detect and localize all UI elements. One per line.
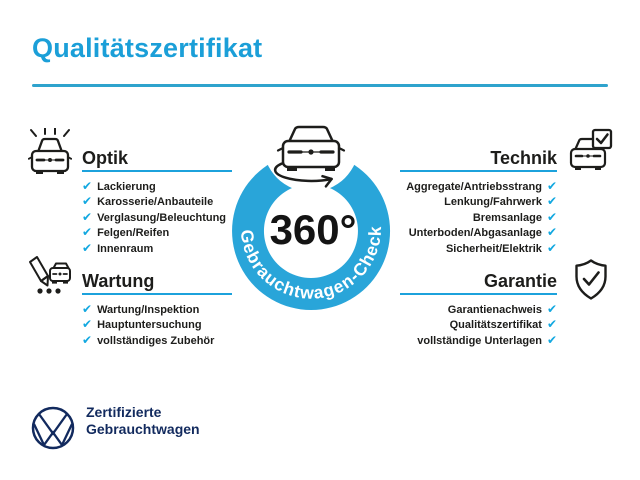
list-item-label: Aggregate/Antriebsstrang	[406, 180, 542, 193]
list-item-label: Sicherheit/Elektrik	[445, 242, 542, 255]
section-rule-optik	[82, 170, 232, 172]
list-item-label: vollständiges Zubehör	[97, 334, 215, 347]
vw-logo	[31, 406, 75, 450]
section-title-garantie: Garantie	[483, 271, 557, 291]
technik-checklist	[350, 179, 557, 257]
check-icon: ✔	[546, 317, 557, 332]
check-icon: ✔	[546, 209, 557, 224]
check-icon: ✔	[546, 240, 557, 255]
shield-check-icon	[574, 259, 608, 301]
list-item	[82, 195, 226, 211]
list-item-label: Qualitätszertifikat	[449, 319, 542, 332]
list-item	[350, 210, 557, 226]
list-item	[82, 318, 214, 334]
check-icon: ✔	[82, 332, 93, 347]
check-icon: ✔	[82, 194, 93, 209]
car-checkbox-icon	[569, 128, 613, 172]
page-title: Qualitätszertifikat	[32, 33, 263, 63]
ring-curved-label: Gebrauchtwagen-Check	[236, 225, 386, 303]
list-item-label: Garantienachweis	[447, 303, 542, 316]
list-item-label: Verglasung/Beleuchtung	[97, 211, 227, 224]
check-icon: ✔	[546, 178, 557, 193]
check-icon: ✔	[546, 301, 557, 316]
check-icon: ✔	[82, 225, 93, 240]
list-item	[82, 226, 226, 242]
check-icon: ✔	[546, 194, 557, 209]
service-checklist-icon	[27, 255, 73, 297]
list-item	[82, 333, 214, 349]
check-icon: ✔	[546, 332, 557, 347]
list-item-label: Unterboden/Abgasanlage	[408, 227, 542, 240]
list-item-label: Hauptuntersuchung	[97, 319, 202, 332]
footer-line2: Gebrauchtwagen	[86, 421, 200, 437]
list-item-label: Bremsanlage	[472, 211, 542, 224]
car-shine-icon	[28, 128, 72, 174]
section-title-wartung: Wartung	[82, 271, 155, 291]
check-icon: ✔	[82, 209, 93, 224]
list-item	[350, 226, 557, 242]
list-item	[350, 195, 557, 211]
list-item-label: Lackierung	[97, 180, 156, 193]
section-title-optik: Optik	[82, 148, 129, 168]
footer-brand-text	[86, 404, 200, 438]
section-rule-garantie	[400, 293, 557, 295]
list-item-label: Felgen/Reifen	[97, 227, 170, 240]
optik-checklist	[82, 179, 226, 257]
list-item	[350, 318, 557, 334]
section-title-technik: Technik	[490, 148, 557, 168]
title-divider	[32, 84, 608, 87]
list-item	[350, 302, 557, 318]
check-icon: ✔	[82, 178, 93, 193]
wartung-checklist	[82, 302, 214, 349]
check-icon: ✔	[82, 301, 93, 316]
list-item-label: vollständige Unterlagen	[417, 334, 542, 347]
list-item-label: Wartung/Inspektion	[97, 303, 200, 316]
footer-line1: Zertifizierte	[86, 404, 162, 420]
list-item	[350, 333, 557, 349]
list-item	[82, 179, 226, 195]
check-icon: ✔	[546, 225, 557, 240]
section-rule-wartung	[82, 293, 232, 295]
list-item	[82, 241, 226, 257]
section-rule-technik	[400, 170, 557, 172]
list-item-label: Karosserie/Anbauteile	[97, 196, 214, 209]
check-icon: ✔	[82, 240, 93, 255]
list-item-label: Innenraum	[97, 242, 154, 255]
list-item	[82, 302, 214, 318]
list-item-label: Lenkung/Fahrwerk	[444, 196, 542, 209]
check-icon: ✔	[82, 317, 93, 332]
garantie-checklist	[350, 302, 557, 349]
list-item	[350, 179, 557, 195]
degrees-label: 360°	[269, 206, 357, 253]
list-item	[350, 241, 557, 257]
list-item	[82, 210, 226, 226]
